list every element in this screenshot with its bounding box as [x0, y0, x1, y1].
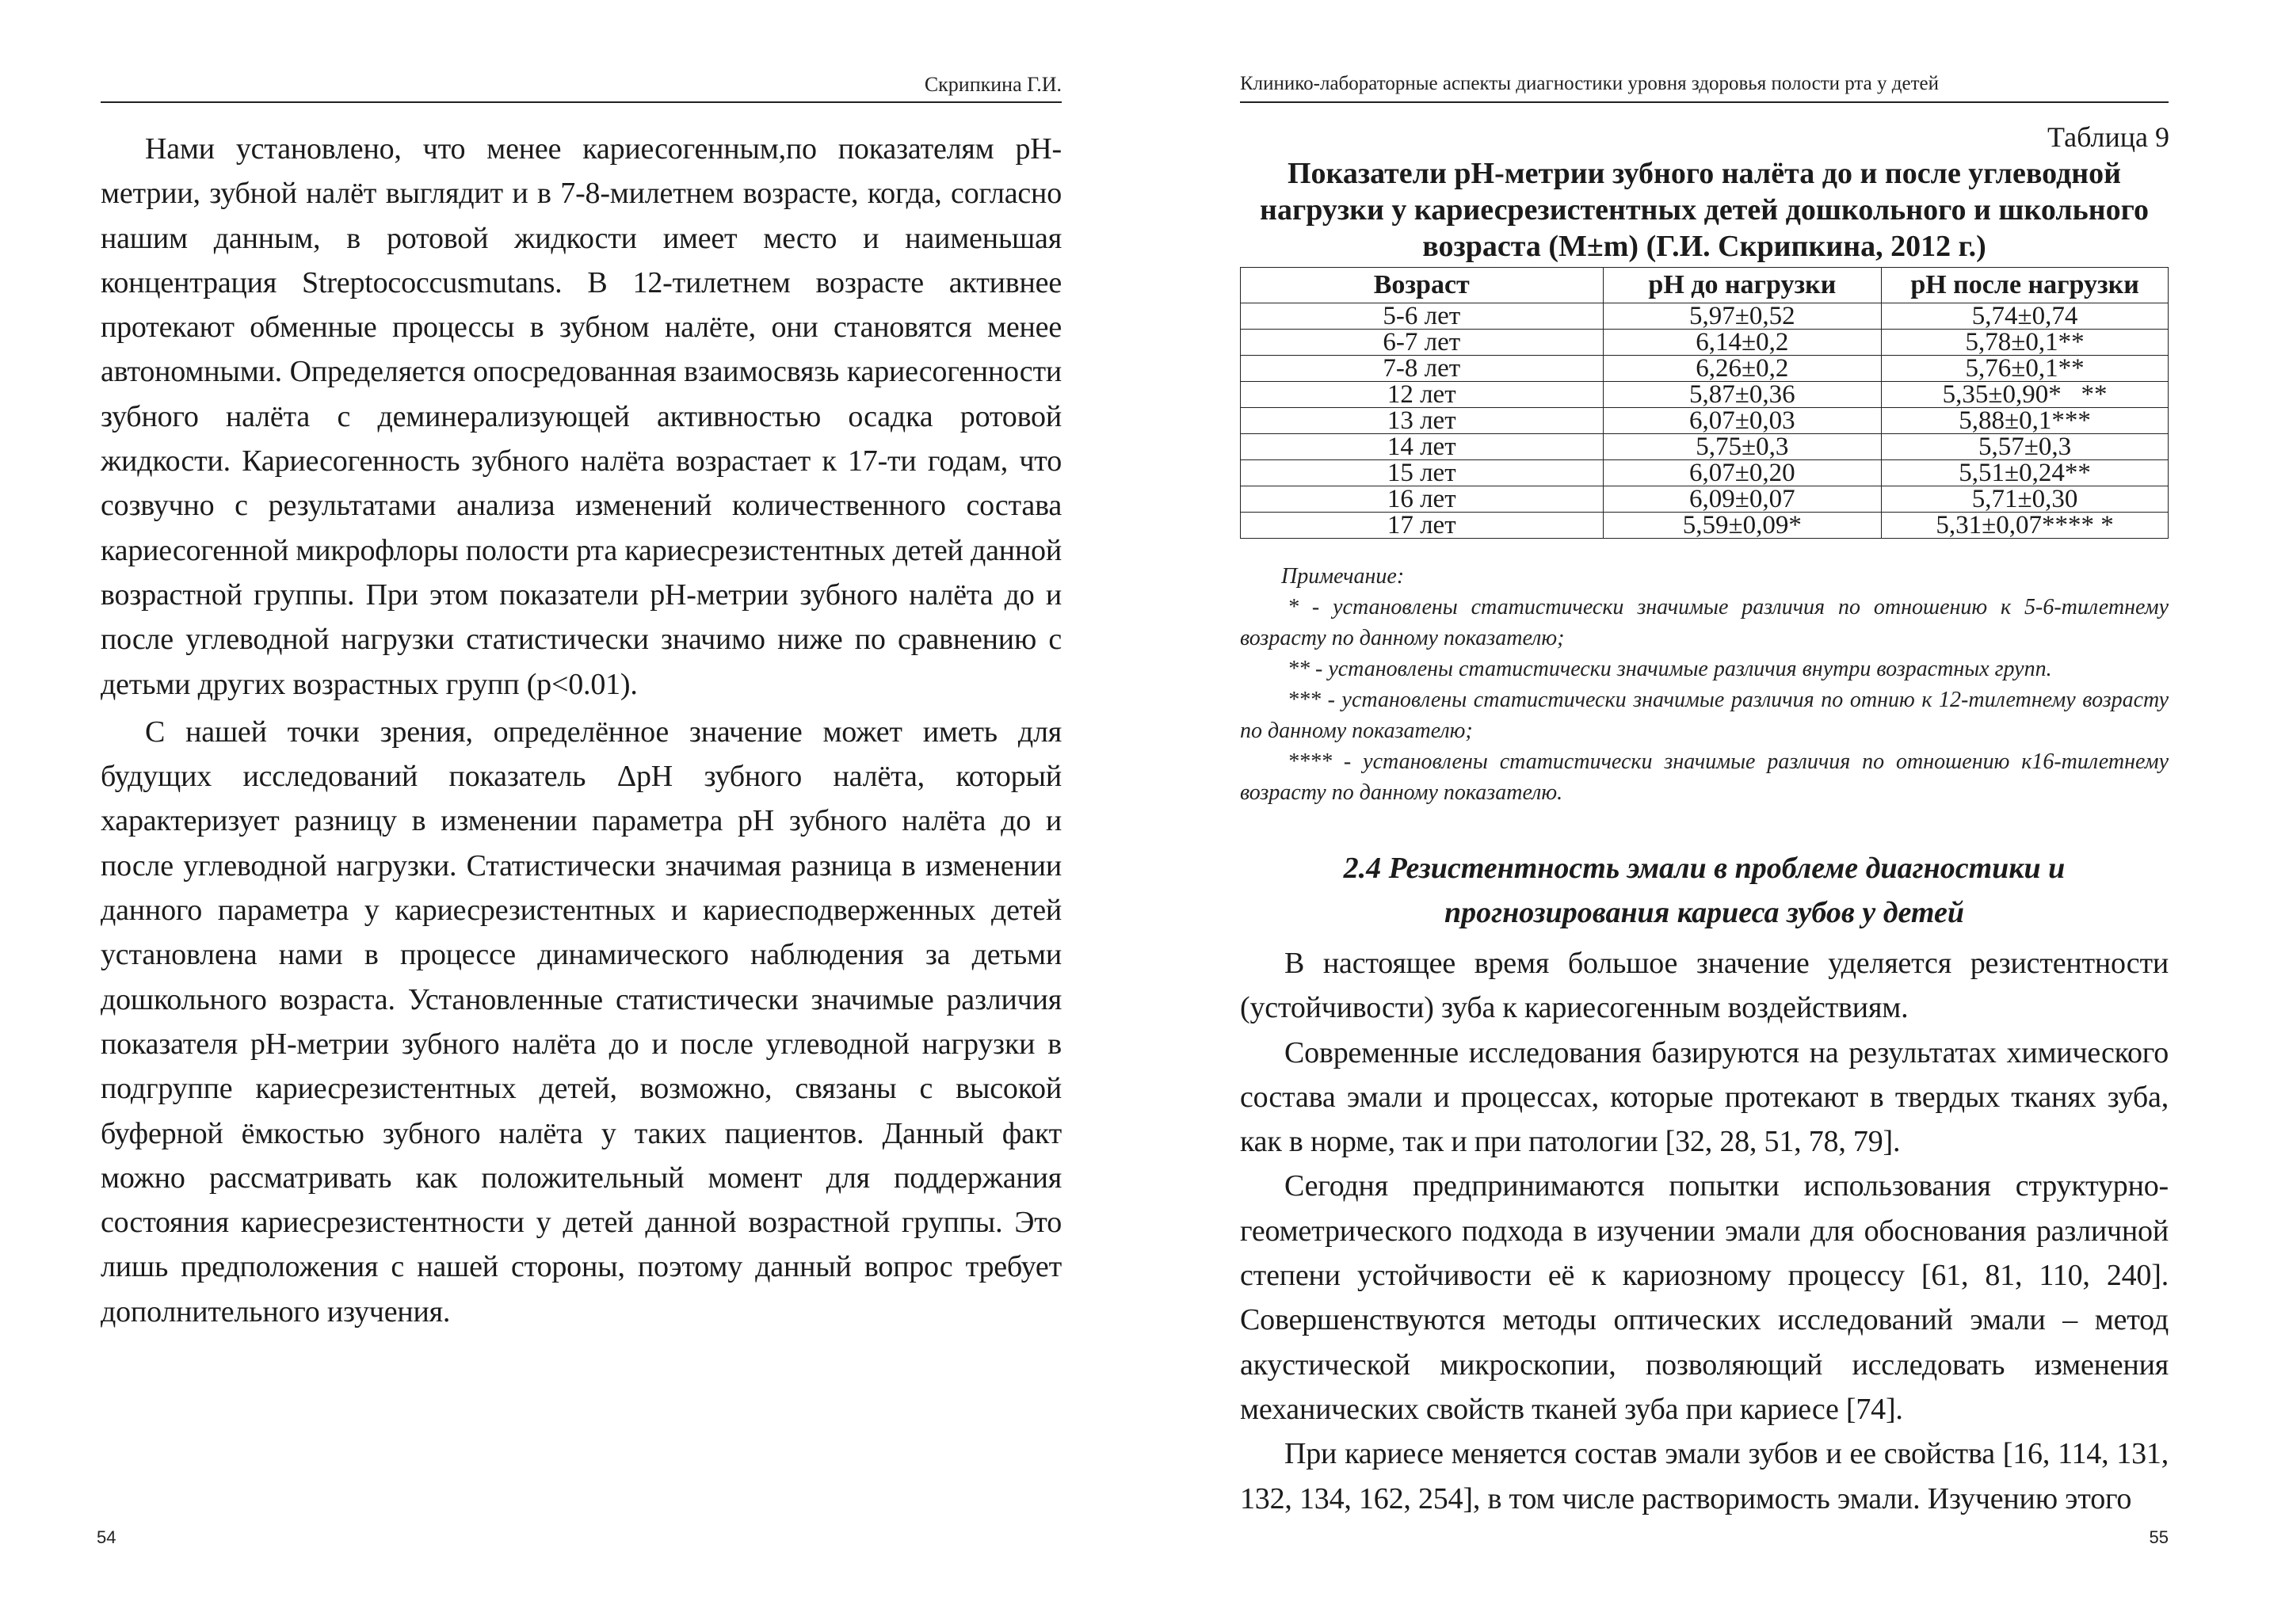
table-header-row	[1241, 268, 2169, 303]
table-cell: 5,78±0,1**	[1882, 330, 2169, 356]
right-page	[1141, 0, 2289, 1624]
paragraph: При кариесе меняется состав эмали зубов и ее свойства [16, 114, 131, 132, 134, 162, 254], в том числе растворимость эмали. Изучению этого	[1240, 1437, 2169, 1515]
table-cell: 6-7 лет	[1241, 330, 1604, 356]
table-title: Показатели pH-метрии зубного налёта до и после углеводной нагрузки у кариесрезистентных детей дошкольного и школьного возраста (M±m) (Г.И. Скрипкина, 2012 г.)	[1260, 157, 2149, 263]
table-cell: 5,59±0,09*	[1603, 513, 1882, 539]
column-header: Возраст	[1241, 268, 1604, 303]
table-row	[1241, 408, 2169, 434]
table-cell: 5,31±0,07**** *	[1882, 513, 2169, 539]
table-row	[1241, 486, 2169, 513]
table-cell: 5,97±0,52	[1603, 303, 1882, 330]
column-header: pH после нагрузки	[1882, 268, 2169, 303]
table-cell: 5,35±0,90* **	[1882, 382, 2169, 408]
note-item: * - установлены статистически значимые различия по отношению к 5-6-тилетнему возрасту по данному показателю;	[1240, 595, 2169, 650]
paragraph: Нами установлено, что менее кариесогенным,по показателям pH-метрии, зубной налёт выглядит и в 7-8-милетнем возрасте, когда, согласно нашим данным, в ротовой жидкости имеет место и наименьшая концентрация Streptococcusmutans. В 12-тилетнем возрасте активнее протекают обменные процессы в зубном налёте, они становятся менее автономными. Определяется опосредованная взаимосвязь кариесогенности зубного налёта с деминерализующей активностью осадка ротовой жидкости. Кариесогенность зубного налёта возрастает к 17-ти годам, что созвучно с результатами анализа изменений количественного состава кариесогенной микрофлоры полости рта кариесрезистентных детей данной возрастной группы. При этом показатели pH-метрии зубного налёта до и после углеводной нагрузки статистически значимо ниже по сравнению с детьми других возрастных групп (p<0.01).	[101, 132, 1062, 701]
table-cell: 6,14±0,2	[1603, 330, 1882, 356]
right-body-text	[1240, 941, 2169, 1521]
table-cell: 6,07±0,03	[1603, 408, 1882, 434]
table-cell: 14 лет	[1241, 434, 1604, 460]
paragraph: Современные исследования базируются на результатах химического состава эмали и процессах, которые протекают в твердых тканях зуба, как в норме, так и при патологии [32, 28, 51, 78, 79].	[1240, 1035, 2169, 1159]
table-cell: 5,76±0,1**	[1882, 356, 2169, 382]
table-cell: 5,74±0,74	[1882, 303, 2169, 330]
table-cell: 7-8 лет	[1241, 356, 1604, 382]
table-row	[1241, 460, 2169, 486]
table-cell: 13 лет	[1241, 408, 1604, 434]
page-number-left: 54	[97, 1527, 116, 1547]
table-cell: 15 лет	[1241, 460, 1604, 486]
table-cell: 6,26±0,2	[1603, 356, 1882, 382]
table-cell: 5-6 лет	[1241, 303, 1604, 330]
note-item: *** - установлены статистически значимые различия по отнию к 12-тилетнему возрасту по данному показателю;	[1240, 688, 2169, 743]
table-cell: 5,57±0,3	[1882, 434, 2169, 460]
table-cell: 5,75±0,3	[1603, 434, 1882, 460]
table-cell: 17 лет	[1241, 513, 1604, 539]
table-row	[1241, 513, 2169, 539]
table-cell: 6,07±0,20	[1603, 460, 1882, 486]
paragraph: Сегодня предпринимаются попытки использования структурно-геометрического подхода в изучении эмали для обоснования различной степени устойчивости её к кариозному процессу [61, 81, 110, 240]. Совершенствуются методы оптических исследований эмали – метод акустической микроскопии, позволяющий исследовать изменения механических свойств тканей зуба при кариесе [74].	[1240, 1169, 2169, 1426]
table-cell: 5,87±0,36	[1603, 382, 1882, 408]
table-cell: 6,09±0,07	[1603, 486, 1882, 513]
table-cell: 5,88±0,1***	[1882, 408, 2169, 434]
table-row	[1241, 356, 2169, 382]
table-notes	[1240, 561, 2169, 808]
note-item: **** - установлены статистически значимые различия по отношению к16-тилетнему возрасту по данному показателю.	[1240, 749, 2169, 805]
table-cell: 12 лет	[1241, 382, 1604, 408]
table-cell: 16 лет	[1241, 486, 1604, 513]
paragraph: С нашей точки зрения, определённое значение может иметь для будущих исследований показатель ΔpH зубного налёта, который характеризует разницу в изменении параметра pH зубного налёта до и после углеводной нагрузки. Статистически значимая разница в изменении данного параметра у кариесрезистентных и кариесподверженных детей установлена нами в процессе динамического наблюдения за детьми дошкольного возраста. Установленные статистически значимые различия показателя pH-метрии зубного налёта до и после углеводной нагрузки в подгруппе кариесрезистентных детей, возможно, связаны с высокой буферной ёмкостью зубного налёта у таких пациентов. Данный факт можно рассматривать как положительный момент для поддержания состояния кариесрезистентности у детей данной возрастной группы. Это лишь предположения с нашей стороны, поэтому данный вопрос требует дополнительного изучения.	[101, 715, 1062, 1329]
table-row	[1241, 434, 2169, 460]
ph-table	[1240, 267, 2169, 539]
header-rule	[101, 101, 1062, 103]
table-row	[1241, 330, 2169, 356]
table-row	[1241, 303, 2169, 330]
table-cell: 5,51±0,24**	[1882, 460, 2169, 486]
page-number-right: 55	[2149, 1527, 2169, 1547]
table-row	[1241, 382, 2169, 408]
left-body-text	[101, 127, 1062, 1334]
paragraph: В настоящее время большое значение уделяется резистентности (устойчивости) зуба к кариесогенным воздействиям.	[1240, 947, 2169, 1025]
column-header: pH до нагрузки	[1603, 268, 1882, 303]
left-page	[0, 0, 1141, 1624]
section-heading: 2.4 Резистентность эмали в проблеме диагностики и прогнозирования кариеса зубов у детей	[1343, 852, 2066, 929]
table-label: Таблица 9	[2047, 121, 2169, 153]
header-rule	[1240, 101, 2169, 103]
running-head-title: Клинико-лабораторные аспекты диагностики уровня здоровья полости рта у детей	[1240, 73, 1939, 94]
note-item: ** - установлены статистически значимые различия внутри возрастных групп.	[1288, 657, 2052, 681]
table-cell: 5,71±0,30	[1882, 486, 2169, 513]
running-head-author: Скрипкина Г.И.	[924, 73, 1062, 96]
notes-heading: Примечание:	[1281, 564, 1405, 589]
